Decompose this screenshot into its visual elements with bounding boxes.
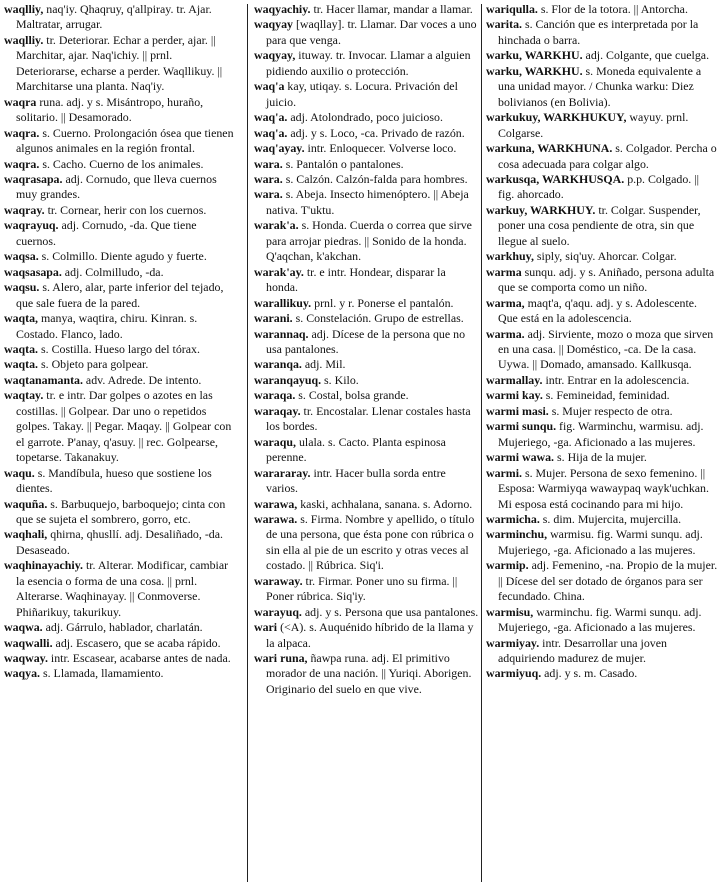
dictionary-entry <box>4 95 236 126</box>
definition: s. Cuerno. Prolongación ósea que tienen algunos animales en la región frontal. <box>16 125 234 156</box>
headword: warmi sunqu. <box>486 419 557 434</box>
headword: warma. <box>486 326 525 341</box>
dictionary-entry <box>486 512 718 527</box>
headword: waraqu, <box>254 434 296 449</box>
headword: warmip. <box>486 558 529 573</box>
headword: waqsa. <box>4 249 39 264</box>
headword: warmi kay. <box>486 388 543 403</box>
dictionary-entry <box>254 79 480 110</box>
dictionary-entry <box>486 141 718 172</box>
definition: s. Hija de la mujer. <box>554 450 647 465</box>
dictionary-entry <box>4 497 236 528</box>
headword: waqhali, <box>4 527 48 542</box>
dictionary-entry <box>486 327 718 373</box>
headword: warma <box>486 264 522 279</box>
dictionary-entry <box>4 636 236 651</box>
headword: warmi. <box>486 465 522 480</box>
definition: tr. Colgar. Suspender, poner una cosa pendiente de otra, sin que llegue al suelo. <box>498 202 701 248</box>
definition: ituway. tr. Invocar. Llamar a alguien pidiendo auxilio o protección. <box>266 48 471 78</box>
definition: s. Constelación. Grupo de estrellas. <box>292 311 464 326</box>
headword: warani. <box>254 311 293 326</box>
dictionary-entry <box>4 388 236 465</box>
definition: s. Cacho. Cuerno de los animales. <box>39 156 204 171</box>
headword: warminchu, <box>486 527 548 542</box>
dictionary-entry <box>254 2 480 17</box>
column-2 <box>254 2 480 697</box>
definition: s. Honda. Cuerda o correa que sirve para arrojar piedras. || Sonido de la honda. Q'aqchan, k'akchan. <box>266 218 472 264</box>
headword: waq'a. <box>254 125 288 140</box>
dictionary-entry <box>4 203 236 218</box>
definition: s. Pantalón o pantalones. <box>282 156 404 171</box>
dictionary-entry <box>254 296 480 311</box>
dictionary-entry <box>486 110 718 141</box>
definition: adj. Colgante, que cuelga. <box>582 48 710 63</box>
definition: adj. Sirviente, mozo o moza que sirven en una casa. || Doméstico, -ca. De la casa. Uywa. || Domado, amansado. Kallkusqa. <box>498 326 714 372</box>
dictionary-entry <box>254 172 480 187</box>
headword: waqya. <box>4 666 41 681</box>
headword: waqtay. <box>4 388 44 403</box>
headword: waq'a <box>254 79 285 94</box>
headword: waqsu. <box>4 280 40 295</box>
dictionary-entry <box>254 218 480 264</box>
headword: wari runa, <box>254 651 308 666</box>
headword: warma, <box>486 295 525 310</box>
dictionary-entry <box>254 435 480 466</box>
dictionary-entry <box>4 265 236 280</box>
headword: warkukuy, WARKHUKUY, <box>486 110 627 125</box>
dictionary-entry <box>4 373 236 388</box>
definition: intr. Enloquecer. Volverse loco. <box>304 141 457 156</box>
dictionary-entry <box>254 110 480 125</box>
definition: p.p. Colgado. || fig. ahorcado. <box>498 171 699 202</box>
definition: s. Objeto para golpear. <box>38 357 149 372</box>
definition: s. Mujer respecto de otra. <box>548 403 673 418</box>
headword: waqyay <box>254 17 293 32</box>
headword: wariqulla. <box>486 2 538 16</box>
definition: prnl. y r. Ponerse el pantalón. <box>311 295 454 310</box>
dictionary-entry <box>486 558 718 604</box>
headword: warararay. <box>254 465 311 480</box>
dictionary-entry <box>486 296 718 327</box>
definition: intr. Entrar en la adolescencia. <box>542 372 690 387</box>
definition: naq'iy. Qhaqruy, q'allpiray. tr. Ajar. Maltratar, arrugar. <box>16 2 212 32</box>
dictionary-entry <box>4 466 236 497</box>
dictionary-entry <box>4 218 236 249</box>
headword: waqlliy, <box>4 2 44 16</box>
dictionary-entry <box>4 527 236 558</box>
headword: warku, WARKHU. <box>486 63 583 78</box>
definition: s. Colmillo. Diente agudo y fuerte. <box>38 249 207 264</box>
definition: tr. Deteriorar. Echar a perder, ajar. || Marchitar, ajar. Naq'ichiy. || prnl. Deteriorarse, echarse a perder. Waqllikuy. || Marchitarse una planta. Naq'iy. <box>16 32 223 94</box>
definition: s. Femineidad, feminidad. <box>542 388 670 403</box>
definition: kaski, achhalana, sanana. s. Adorno. <box>297 496 473 511</box>
dictionary-entry <box>4 126 236 157</box>
column-divider <box>247 4 248 882</box>
headword: waqra. <box>4 156 40 171</box>
dictionary-entry <box>254 466 480 497</box>
dictionary-entry <box>254 141 480 156</box>
definition: siply, siq'uy. Ahorcar. Colgar. <box>533 249 677 264</box>
headword: wara. <box>254 156 283 171</box>
headword: warita. <box>486 17 522 32</box>
dictionary-entry <box>254 620 480 651</box>
column-3 <box>486 2 718 682</box>
definition: ñawpa runa. adj. El primitivo morador de una nación. || Yuriqi. Aborigen. Originario del suelo en que vive. <box>266 651 472 696</box>
dictionary-entry <box>254 327 480 358</box>
headword: warkuna, WARKHUNA. <box>486 141 613 156</box>
definition: s. Abeja. Insecto himenóptero. || Abeja nativa. T'uktu. <box>266 187 469 217</box>
dictionary-entry <box>486 2 718 17</box>
definition: maqt'a, q'aqu. adj. y s. Adolescente. Que está en la adolescencia. <box>498 295 698 326</box>
headword: wari <box>254 620 278 635</box>
dictionary-entry <box>254 497 480 512</box>
definition: adj. Cornudo, -da. Que tiene cuernos. <box>16 218 197 248</box>
headword: waqta, <box>4 311 39 326</box>
headword: waqrasapa. <box>4 171 63 186</box>
definition: s. Firma. Nombre y apellido, o título de una persona, que ésta pone con rúbrica o sin ella al pie de un escrito y otras veces al costado. || Rúbrica. Siq'i. <box>266 511 475 573</box>
headword: warmisu, <box>486 604 534 619</box>
headword: warmi masi. <box>486 403 549 418</box>
headword: waqway. <box>4 651 48 666</box>
headword: waraqa. <box>254 388 296 403</box>
headword: waqray. <box>4 202 45 217</box>
definition: qhirna, qhusllí. adj. Desaliñado, -da. Desaseado. <box>16 527 223 557</box>
headword: warawa, <box>254 496 298 511</box>
dictionary-entry <box>486 419 718 450</box>
definition: adj. y s. Loco, -ca. Privado de razón. <box>287 125 465 140</box>
definition: tr. e intr. Dar golpes o azotes en las costillas. || Golpear. Dar uno o repetidos golpes. Takay. || Pegar. Maqay. || Golpear con el garrote. P'anay, q'asuy. || rec. Golpearse, topetarse. Takanakuy. <box>16 388 232 465</box>
definition: tr. Encostalar. Llenar costales hasta los bordes. <box>266 403 471 434</box>
definition: fig. Warminchu, warmisu. adj. Mujeriego, -ga. Aficionado a las mujeres. <box>498 419 704 449</box>
headword: warmiyuq. <box>486 666 542 681</box>
definition: intr. Escasear, acabarse antes de nada. <box>47 651 231 666</box>
definition: intr. Desarrollar una joven adquiriendo madurez de mujer. <box>498 635 667 666</box>
dictionary-entry <box>254 388 480 403</box>
definition: intr. Hacer bulla sorda entre varios. <box>266 465 446 496</box>
definition: warminchu. fig. Warmi sunqu. adj. Mujeriego, -ga. Aficionado a las mujeres. <box>498 604 702 635</box>
definition: (<A). s. Auquénido híbrido de la llama y la alpaca. <box>266 620 474 650</box>
dictionary-entry <box>4 311 236 342</box>
definition: s. Costilla. Hueso largo del tórax. <box>38 341 200 356</box>
headword: waqta. <box>4 357 39 372</box>
definition: ulala. s. Cacto. Planta espinosa perenne. <box>266 434 446 465</box>
definition: s. Mandíbula, hueso que sostiene los dientes. <box>16 465 212 496</box>
definition: adj. Colmilludo, -da. <box>61 264 164 279</box>
dictionary-entry <box>486 17 718 48</box>
headword: waqrayuq. <box>4 218 59 233</box>
dictionary-entry <box>254 265 480 296</box>
headword: waranqayuq. <box>254 372 322 387</box>
dictionary-entry <box>254 512 480 574</box>
headword: waqsasapa. <box>4 264 62 279</box>
dictionary-entry <box>486 450 718 465</box>
definition: kay, utiqay. s. Locura. Privación del juicio. <box>266 79 458 109</box>
definition: s. Llamada, llamamiento. <box>40 666 164 681</box>
headword: warkuy, WARKHUY. <box>486 202 596 217</box>
headword: warak'ay. <box>254 264 304 279</box>
definition: s. dim. Mujercita, mujercilla. <box>539 511 682 526</box>
definition: s. Alero, alar, parte inferior del tejado, que sale fuera de la pared. <box>16 280 224 310</box>
dictionary-entry <box>254 157 480 172</box>
dictionary-entry <box>254 651 480 697</box>
definition: sunqu. adj. y s. Aniñado, persona adulta que se comporta como un niño. <box>498 264 715 295</box>
definition: adj. Mil. <box>301 357 346 372</box>
headword: warmicha. <box>486 511 540 526</box>
dictionary-entry <box>4 172 236 203</box>
definition: s. Colgador. Percha o cosa adecuada para colgar algo. <box>498 141 717 171</box>
headword: waqlliy. <box>4 32 44 47</box>
headword: warallikuy. <box>254 295 312 310</box>
dictionary-entry <box>486 636 718 667</box>
headword: waquña. <box>4 496 48 511</box>
definition: s. Costal, bolsa grande. <box>295 388 409 403</box>
headword: wara. <box>254 171 283 186</box>
dictionary-entry <box>486 64 718 110</box>
headword: warmi wawa. <box>486 450 555 465</box>
dictionary-entry <box>254 357 480 372</box>
dictionary-entry <box>4 157 236 172</box>
definition: s. Flor de la totora. || Antorcha. <box>537 2 688 16</box>
dictionary-entry <box>254 187 480 218</box>
headword: waqyay, <box>254 48 296 63</box>
definition: adj. Gárrulo, hablador, charlatán. <box>42 620 203 635</box>
dictionary-entry <box>486 249 718 264</box>
definition: tr. Cornear, herir con los cuernos. <box>44 202 207 217</box>
definition: s. Calzón. Calzón-falda para hombres. <box>282 171 468 186</box>
definition: adj. y s. m. Casado. <box>541 666 638 681</box>
dictionary-entry <box>486 666 718 681</box>
dictionary-entry <box>254 311 480 326</box>
definition: s. Canción que es interpretada por la hinchada o barra. <box>498 17 699 47</box>
dictionary-entry <box>254 404 480 435</box>
headword: warayuq. <box>254 604 302 619</box>
column-divider <box>481 4 482 882</box>
headword: warmallay. <box>486 372 543 387</box>
definition: runa. adj. y s. Misántropo, huraño, solitario. || Desamorado. <box>16 94 204 125</box>
headword: waqtanamanta. <box>4 372 83 387</box>
headword: waqhinayachiy. <box>4 558 83 573</box>
headword: waraqay. <box>254 403 301 418</box>
definition: s. Kilo. <box>321 372 359 387</box>
definition: adv. Adrede. De intento. <box>82 372 202 387</box>
definition: adj. Femenino, -na. Propio de la mujer. || Dícese del ser dotado de órganos para ser fecundado. China. <box>498 558 718 604</box>
dictionary-entry <box>486 388 718 403</box>
dictionary-entry <box>4 620 236 635</box>
headword: warku, WARKHU. <box>486 48 583 63</box>
definition: adj. Dícese de la persona que no usa pantalones. <box>266 326 466 356</box>
definition: manya, waqtira, chiru. Kinran. s. Costado. Flanco, lado. <box>16 311 198 341</box>
headword: waqwalli. <box>4 635 53 650</box>
dictionary-entry <box>486 527 718 558</box>
headword: warkusqa, WARKHUSQA. <box>486 171 625 186</box>
dictionary-entry <box>486 404 718 419</box>
definition: wayuy. prnl. Colgarse. <box>498 110 689 140</box>
dictionary-entry <box>4 357 236 372</box>
dictionary-entry <box>4 2 236 33</box>
headword: waq'ayay. <box>254 141 305 156</box>
headword: waqta. <box>4 341 39 356</box>
definition: tr. Hacer llamar, mandar a llamar. <box>310 2 473 16</box>
headword: warak'a. <box>254 218 299 233</box>
headword: wara. <box>254 187 283 202</box>
headword: waqu. <box>4 465 35 480</box>
dictionary-entry <box>254 17 480 48</box>
dictionary-entry <box>254 126 480 141</box>
headword: waqwa. <box>4 620 43 635</box>
dictionary-entry <box>486 203 718 249</box>
headword: waraway. <box>254 573 303 588</box>
dictionary-entry <box>486 265 718 296</box>
headword: warmiyay. <box>486 635 540 650</box>
headword: warannaq. <box>254 326 309 341</box>
dictionary-entry <box>4 651 236 666</box>
dictionary-entry <box>486 605 718 636</box>
definition: tr. e intr. Hondear, disparar la honda. <box>266 264 446 295</box>
headword: waqyachiy. <box>254 2 311 16</box>
headword: warkhuy, <box>486 249 534 264</box>
dictionary-entry <box>486 48 718 63</box>
dictionary-entry <box>254 605 480 620</box>
dictionary-entry <box>486 373 718 388</box>
dictionary-entry <box>254 48 480 79</box>
definition: tr. Alterar. Modificar, cambiar la esencia o forma de una cosa. || prnl. Alterarse. Waqhinayay. || Conmoverse. Phiñarikuy, takurikuy. <box>16 558 229 619</box>
dictionary-entry <box>486 466 718 512</box>
column-1 <box>4 2 236 682</box>
dictionary-entry <box>4 33 236 95</box>
dictionary-entry <box>486 172 718 203</box>
headword: waqra <box>4 94 37 109</box>
headword: waranqa. <box>254 357 302 372</box>
definition: tr. Firmar. Poner uno su firma. || Poner rúbrica. Siq'iy. <box>266 573 458 604</box>
dictionary-entry <box>4 342 236 357</box>
headword: warawa. <box>254 511 298 526</box>
definition: adj. Cornudo, que lleva cuernos muy grandes. <box>16 171 217 202</box>
headword: waq'a. <box>254 110 288 125</box>
definition: adj. Escasero, que se acaba rápido. <box>52 635 221 650</box>
definition: [waqllay]. tr. Llamar. Dar voces a uno para que venga. <box>266 17 477 47</box>
definition: s. Mujer. Persona de sexo femenino. || Esposa: Warmiyqa wawaypaq wayk'uchkan. Mi esposa está cocinando para mi hijo. <box>498 465 709 511</box>
dictionary-entry <box>4 249 236 264</box>
dictionary-entry <box>4 280 236 311</box>
dictionary-entry <box>4 666 236 681</box>
dictionary-entry <box>254 373 480 388</box>
headword: waqra. <box>4 125 40 140</box>
dictionary-entry <box>254 574 480 605</box>
definition: adj. Atolondrado, poco juicioso. <box>287 110 443 125</box>
definition: adj. y s. Persona que usa pantalones. <box>301 604 479 619</box>
dictionary-entry <box>4 558 236 620</box>
definition: s. Moneda equivalente a una unidad mayor. / Chunka warku: Diez bolivianos (en Bolivia). <box>498 63 702 109</box>
definition: s. Barbuquejo, barboquejo; cinta con que se sujeta el sombrero, gorro, etc. <box>16 496 226 526</box>
definition: warmisu. fig. Warmi sunqu. adj. Mujeriego, -ga. Aficionado a las mujeres. <box>498 527 703 557</box>
